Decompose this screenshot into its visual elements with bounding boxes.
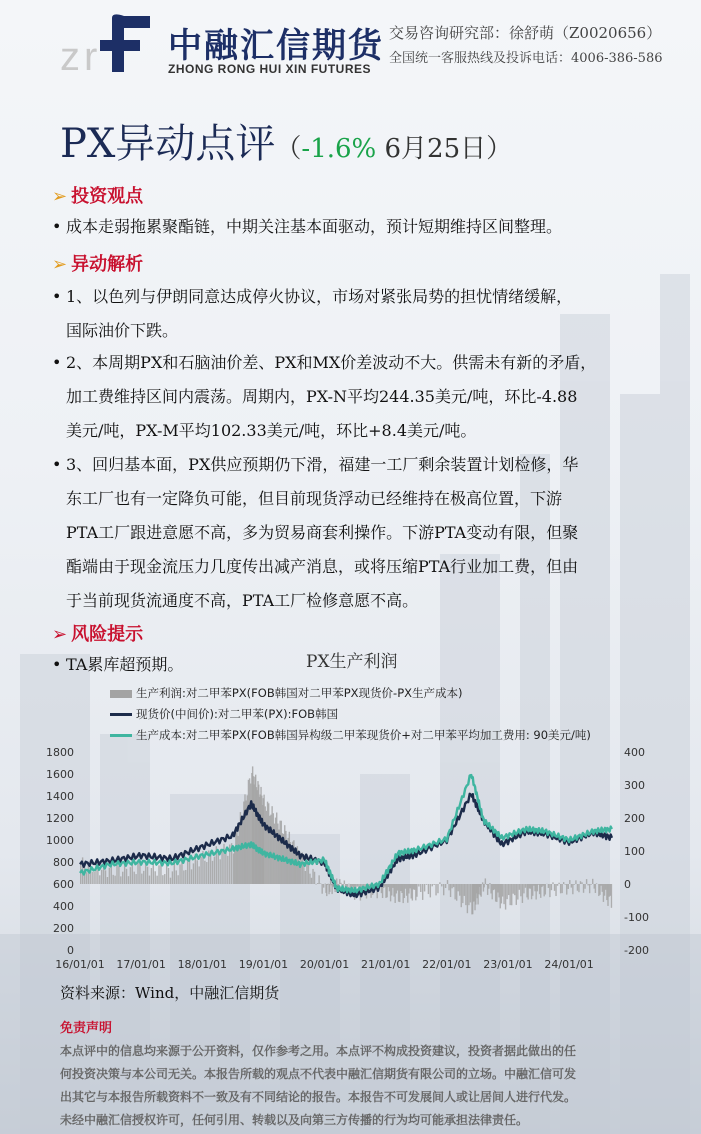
profit-bar [305, 871, 306, 884]
profit-bar [447, 880, 448, 884]
profit-bar [200, 856, 201, 884]
profit-bar [218, 852, 219, 884]
profit-bar [432, 884, 433, 886]
profit-bar [204, 861, 205, 884]
y-left-tick-label: 1800 [46, 746, 74, 759]
svg-text:z: z [60, 35, 80, 76]
profit-bar [532, 884, 533, 896]
profit-bar [311, 878, 312, 884]
profit-bar [577, 884, 578, 891]
profit-bar [114, 876, 115, 884]
profit-bar [312, 869, 313, 884]
profit-bar [347, 884, 348, 887]
spot-price-line [80, 794, 612, 897]
p3-line-4: 酯端由于现金流压力几度传出减产消息，或将压缩PTA行业加工费，但由 [66, 557, 579, 576]
profit-bar [91, 872, 92, 884]
bullet-icon: • [52, 353, 62, 372]
profit-bar [416, 884, 417, 897]
profit-bar [513, 884, 514, 894]
p3-line-1: 3、回归基本面，PX供应预期仍下滑，福建一工厂剩余装置计划检修，华 [66, 455, 579, 474]
profit-bar [155, 871, 156, 884]
bullet-icon: • [52, 655, 62, 674]
view-text: 成本走弱拖累聚酯链，中期关注基本面驱动，预计短期维持区间整理。 [66, 217, 563, 236]
profit-bar [552, 882, 553, 884]
profit-bar [581, 882, 582, 884]
profit-bar [187, 858, 188, 884]
y-left-tick-label: 400 [53, 900, 74, 913]
profit-bar [314, 872, 315, 884]
title-change: -1.6% [301, 134, 377, 164]
profit-bar [557, 884, 558, 886]
profit-bar [107, 877, 108, 884]
profit-bar [219, 859, 220, 884]
profit-bar [525, 884, 526, 888]
profit-bar [578, 884, 579, 892]
x-tick-label: 21/01/01 [360, 958, 411, 971]
profit-bar [458, 884, 459, 891]
profit-bar [109, 868, 110, 884]
profit-bar [422, 884, 423, 900]
profit-bar [575, 880, 576, 884]
profit-bar [489, 883, 490, 884]
profit-bar [537, 884, 538, 891]
profit-bar [506, 884, 507, 899]
profit-bar [147, 867, 148, 884]
profit-bar [105, 870, 106, 884]
profit-bar [461, 884, 462, 907]
profit-bar [166, 864, 167, 884]
x-tick-label: 16/01/01 [55, 958, 105, 971]
profit-bar [574, 884, 575, 885]
profit-bar [430, 884, 431, 897]
profit-bar [470, 884, 471, 902]
legend-swatch-profit [110, 690, 132, 698]
chevron-right-icon: ➢ [52, 624, 68, 645]
profit-bar [221, 850, 222, 884]
legend-label-spot: 现货价(中间价):对二甲苯(PX):FOB韩国 [136, 707, 339, 721]
company-logo-icon [60, 14, 160, 76]
profit-bar [170, 878, 171, 884]
profit-bar [454, 884, 455, 899]
profit-bar [517, 884, 518, 900]
y-left-tick-label: 800 [53, 856, 74, 869]
profit-bar [326, 884, 327, 896]
profit-bar [443, 884, 444, 895]
profit-bar [450, 884, 451, 897]
profit-bar [555, 884, 556, 896]
profit-bar [459, 884, 460, 896]
profit-bar [484, 884, 485, 887]
profit-bar [164, 874, 165, 884]
profit-bar [93, 872, 94, 884]
profit-bar [572, 884, 573, 894]
profit-bar [420, 884, 421, 892]
profit-bar [340, 883, 341, 884]
company-name-cn: 中融汇信期货 [168, 26, 384, 66]
disclaimer-line-4: 未经中融汇信授权许可，任何引用、转载以及向第三方传播的行为均可能承担法律责任。 [60, 1113, 529, 1127]
legend-item-cost [110, 727, 591, 743]
y-left-tick-label: 0 [67, 944, 74, 957]
profit-bar [467, 884, 468, 913]
y-right-tick-label: 300 [624, 779, 645, 792]
profit-bar [212, 861, 213, 884]
profit-bar [133, 872, 134, 884]
profit-bar [130, 867, 131, 884]
researcher-line: 交易咨询研究部：徐舒萌（Z0020656） [389, 24, 662, 42]
profit-bar [80, 864, 81, 884]
profit-bar [592, 879, 593, 884]
profit-bar [584, 884, 585, 889]
profit-bar [439, 882, 440, 884]
profit-bar [558, 883, 559, 884]
p3-line-3: PTA工厂跟进意愿不高，多为贸易商套利操作。下游PTA变动有限，但聚 [66, 523, 579, 542]
profit-bar [485, 878, 486, 884]
profit-bar [183, 870, 184, 884]
profit-bar [503, 884, 504, 904]
profit-bar [120, 876, 121, 884]
title-main: PX异动点评 [60, 121, 276, 167]
legend-item-profit [110, 685, 463, 701]
profit-bar [569, 880, 570, 884]
profit-bar [480, 884, 481, 897]
profit-bar [174, 863, 175, 884]
profit-bar [112, 875, 113, 884]
profit-bar [162, 875, 163, 884]
p2-line-2: 加工费维持区间内震荡。周期内，PX-N平均244.35美元/吨，环比-4.88 [66, 387, 578, 406]
profit-bar [519, 884, 520, 890]
profit-bar [189, 860, 190, 884]
y-left-tick-label: 1600 [46, 768, 74, 781]
view-paragraph [52, 210, 662, 244]
profit-bar [139, 863, 140, 884]
x-tick-label: 19/01/01 [238, 958, 289, 971]
profit-bar [197, 860, 198, 884]
analysis-point-3 [52, 448, 662, 618]
profit-bar [464, 884, 465, 896]
profit-bar [590, 884, 591, 885]
profit-bar [206, 862, 207, 884]
profit-bar [306, 864, 307, 884]
profit-bar [318, 875, 319, 884]
profit-bar [488, 884, 489, 889]
profit-bar [437, 884, 438, 893]
profit-bar [508, 884, 509, 895]
profit-bar [181, 861, 182, 884]
profit-bar [571, 884, 572, 888]
company-name-en: ZHONG RONG HUI XIN FUTURES [168, 62, 372, 76]
profit-bar [315, 884, 316, 885]
hotline-line: 全国统一客服热线及投诉电话：4006-386-586 [389, 51, 663, 66]
profit-bar [511, 884, 512, 905]
disclaimer-line-2: 何投资决策与本公司无关。本报告所载的观点不代表中融汇信期货有限公司的立场。中融汇信可发 [60, 1067, 577, 1081]
y-left-tick-label: 1000 [46, 834, 74, 847]
risk-text: TA累库超预期。 [66, 655, 184, 674]
disclaimer-line-3: 出其它与本报告所载资料不一致及有不同结论的报告。本报告不可发展间人或让居间人进行代发。 [60, 1090, 577, 1104]
profit-bar [158, 865, 159, 884]
profit-bar [468, 884, 469, 905]
title-open-paren: （ [275, 134, 302, 164]
profit-bar [185, 870, 186, 884]
profit-bar [566, 884, 567, 895]
profit-bar [586, 879, 587, 884]
profit-bar [462, 884, 463, 903]
legend-swatch-spot [110, 713, 132, 716]
bullet-icon: • [52, 455, 62, 474]
x-tick-label: 23/01/01 [483, 958, 533, 971]
profit-bar [198, 866, 199, 884]
profit-bar [332, 884, 333, 887]
profit-bar [143, 871, 144, 884]
y-right-tick-label: -200 [624, 944, 649, 957]
x-tick-label: 17/01/01 [116, 958, 166, 971]
legend-label-cost: 生产成本:对二甲苯PX(FOB韩国异构级二甲苯现货价+对二甲苯平均加工费用: 90美元/吨) [136, 728, 591, 742]
profit-bar [126, 869, 127, 884]
profit-bar [587, 884, 588, 885]
profit-bar [482, 882, 483, 884]
y-left-tick-label: 1200 [46, 812, 74, 825]
profit-bar [214, 857, 215, 884]
x-tick-label: 18/01/01 [177, 958, 227, 971]
profit-bar [448, 884, 449, 890]
profit-bar [329, 884, 330, 892]
y-left-tick-label: 200 [53, 922, 74, 935]
chart-title: PX生产利润 [306, 652, 398, 672]
profit-bar [565, 884, 566, 885]
profit-bar [502, 884, 503, 897]
profit-bar [595, 884, 596, 893]
profit-bar [309, 874, 310, 884]
x-tick-label: 22/01/01 [422, 958, 472, 971]
profit-bar [193, 863, 194, 884]
p3-line-2: 东工厂也有一定降负可能，但目前现货浮动已经维持在极高位置，下游 [66, 489, 563, 508]
profit-bar [86, 872, 87, 884]
profit-bar [453, 884, 454, 887]
y-right-tick-label: 400 [624, 746, 645, 759]
y-right-tick-label: 100 [624, 845, 645, 858]
profit-bar [321, 884, 322, 894]
y-right-tick-label: -100 [624, 911, 649, 924]
y-left-tick-label: 600 [53, 878, 74, 891]
profit-bar [330, 881, 331, 884]
profit-bar [514, 884, 515, 895]
profit-bar [433, 884, 434, 885]
profit-bar [505, 884, 506, 910]
profit-bar [428, 884, 429, 894]
profit-bar [580, 881, 581, 884]
profit-bar [137, 863, 138, 884]
profit-bar [357, 884, 358, 887]
px-profit-chart [40, 742, 660, 974]
title-close-paren: ） [486, 134, 513, 164]
profit-bar [568, 884, 569, 889]
profit-bar [520, 884, 521, 896]
y-right-tick-label: 0 [624, 878, 631, 891]
profit-bar [141, 874, 142, 884]
x-tick-label: 24/01/01 [544, 958, 594, 971]
section-analysis-heading [52, 250, 143, 276]
profit-bar [320, 883, 321, 884]
profit-bar [168, 868, 169, 884]
profit-bar [317, 883, 318, 884]
profit-bar [323, 884, 324, 888]
profit-bar [509, 884, 510, 905]
profit-bar [548, 884, 549, 888]
profit-bar [177, 875, 178, 884]
disclaimer-title: 免责声明 [60, 1021, 113, 1036]
p1-line-1: 1、以色列与伊朗同意达成停火协议，市场对紧张局势的担忧情绪缓解， [66, 287, 573, 306]
profit-bar [122, 872, 123, 884]
p3-line-5: 于当前现货流通度不高，PTA工厂检修意愿不高。 [66, 591, 419, 610]
p2-line-3: 美元/吨，PX-M平均102.33美元/吨，环比+8.4美元/吨。 [66, 421, 477, 440]
y-left-tick-label: 1400 [46, 790, 74, 803]
profit-bar [451, 884, 452, 888]
section-analysis-title: 异动解析 [71, 254, 144, 275]
section-view-heading [52, 182, 143, 208]
profit-bar [522, 884, 523, 903]
profit-bar [135, 874, 136, 884]
p1-line-2: 国际油价下跌。 [66, 321, 179, 340]
svg-text:r: r [84, 35, 98, 76]
profit-bar [99, 875, 100, 884]
profit-bar [545, 884, 546, 895]
profit-bar [554, 884, 555, 891]
profit-bar [225, 853, 226, 884]
disclaimer-text [60, 1040, 660, 1132]
profit-bar [227, 856, 228, 884]
profit-bar [172, 871, 173, 884]
profit-bar [160, 864, 161, 884]
profit-bar [551, 884, 552, 890]
x-tick-label: 20/01/01 [299, 958, 350, 971]
profit-bar [523, 884, 524, 893]
p2-line-1: 2、本周期PX和石脑油价差、PX和MX价差波动不大。供需未有新的矛盾， [66, 353, 597, 372]
legend-item-spot [110, 706, 338, 722]
profit-bar [583, 884, 584, 893]
profit-bar [156, 876, 157, 884]
profit-bar [456, 884, 457, 901]
profit-bar [101, 870, 102, 884]
profit-bar [611, 884, 612, 908]
chevron-right-icon: ➢ [52, 186, 68, 207]
analysis-point-1 [52, 280, 662, 348]
profit-bar [516, 884, 517, 905]
profit-bar [589, 884, 590, 893]
disclaimer-line-1: 本点评中的信息均来源于公开资料，仅作参考之用。本点评不构成投资建议，投资者据此做出的任 [60, 1044, 577, 1058]
profit-bar [563, 882, 564, 884]
bullet-icon: • [52, 287, 62, 306]
profit-bar [128, 876, 129, 884]
legend-label-profit: 生产利润:对二甲苯PX(FOB韩国对二甲苯PX现货价-PX生产成本) [136, 686, 463, 700]
page-title [60, 112, 512, 169]
data-source: 资料来源：Wind，中融汇信期货 [60, 984, 280, 1002]
profit-bar [179, 864, 180, 884]
section-view-title: 投资观点 [71, 186, 144, 207]
profit-bar [176, 870, 177, 884]
profit-bar [149, 876, 150, 884]
y-right-tick-label: 200 [624, 812, 645, 825]
profit-bar [426, 884, 427, 885]
section-risk-title: 风险提示 [71, 624, 144, 645]
profit-bar [116, 865, 117, 884]
profit-bar [151, 868, 152, 884]
profit-bar [418, 884, 419, 887]
profit-bar [118, 866, 119, 884]
bullet-icon: • [52, 217, 62, 236]
profit-bar [344, 880, 345, 884]
profit-bar [327, 884, 328, 885]
profit-bar [441, 884, 442, 886]
profit-bar [435, 884, 436, 895]
profit-bar [561, 884, 562, 893]
profit-bar [465, 884, 466, 905]
section-risk-heading [52, 620, 143, 646]
profit-bar [596, 883, 597, 884]
profit-bar [336, 879, 337, 884]
legend-swatch-cost [110, 734, 132, 737]
chevron-right-icon: ➢ [52, 254, 68, 275]
profit-bar [191, 869, 192, 884]
profit-bar [549, 884, 550, 897]
profit-bar [560, 884, 561, 893]
profit-bar [424, 884, 425, 891]
profit-bar [445, 884, 446, 888]
title-date: 6月25日 [376, 134, 487, 164]
analysis-point-2 [52, 346, 662, 448]
